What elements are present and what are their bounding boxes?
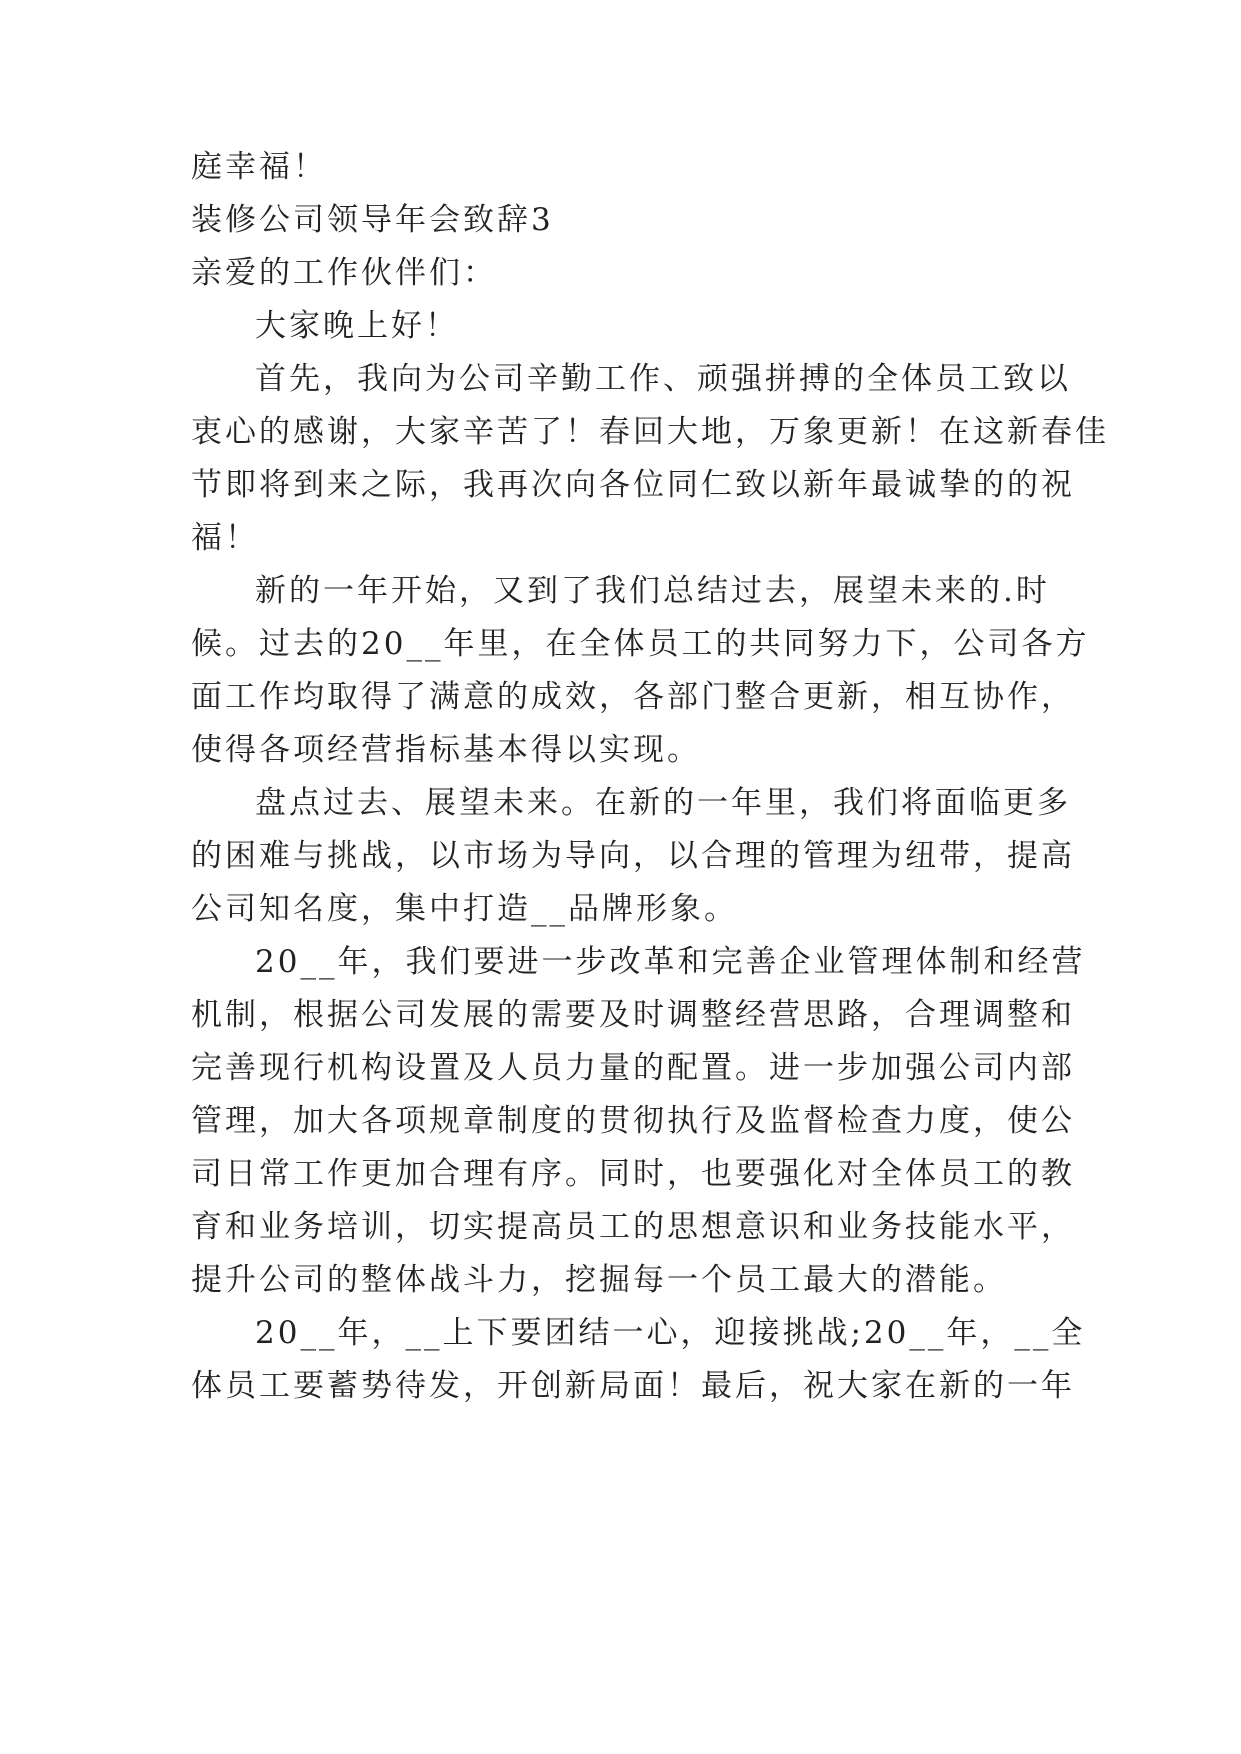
paragraph-line: 体员工要蓄势待发，开创新局面！最后，祝大家在新的一年 — [191, 1368, 1075, 1404]
section-heading: 装修公司领导年会致辞3 — [191, 202, 554, 238]
paragraph-line: 机制，根据公司发展的需要及时调整经营思路，合理调整和 — [191, 997, 1075, 1033]
paragraph-line: 司日常工作更加合理有序。同时，也要强化对全体员工的教 — [191, 1156, 1075, 1192]
paragraph-line: 提升公司的整体战斗力，挖掘每一个员工最大的潜能。 — [191, 1262, 1007, 1298]
paragraph-line: 完善现行机构设置及人员力量的配置。进一步加强公司内部 — [191, 1050, 1075, 1086]
paragraph-line: 节即将到来之际，我再次向各位同仁致以新年最诚挚的的祝 — [191, 467, 1075, 503]
paragraph-line: 首先，我向为公司辛勤工作、顽强拼搏的全体员工致以 — [255, 361, 1071, 397]
paragraph-line: 20__年，我们要进一步改革和完善企业管理体制和经营 — [255, 944, 1086, 980]
paragraph-line: 面工作均取得了满意的成效，各部门整合更新，相互协作， — [191, 679, 1075, 715]
paragraph-line: 的困难与挑战，以市场为导向，以合理的管理为纽带，提高 — [191, 838, 1075, 874]
paragraph-line: 育和业务培训，切实提高员工的思想意识和业务技能水平， — [191, 1209, 1075, 1245]
salutation: 亲爱的工作伙伴们： — [191, 255, 497, 291]
paragraph-line: 福！ — [191, 520, 259, 556]
paragraph-line: 衷心的感谢，大家辛苦了！春回大地，万象更新！在这新春佳 — [191, 414, 1109, 450]
paragraph-line: 新的一年开始，又到了我们总结过去，展望未来的.时 — [255, 573, 1050, 609]
paragraph-line: 盘点过去、展望未来。在新的一年里，我们将面临更多 — [255, 785, 1071, 821]
greeting: 大家晚上好！ — [255, 308, 459, 344]
text-line: 庭幸福！ — [191, 149, 327, 185]
paragraph-line: 候。过去的20__年里，在全体员工的共同努力下，公司各方 — [191, 626, 1090, 662]
paragraph-line: 20__年，__上下要团结一心，迎接挑战;20__年，__全 — [255, 1315, 1086, 1351]
paragraph-line: 管理，加大各项规章制度的贯彻执行及监督检查力度，使公 — [191, 1103, 1075, 1139]
paragraph-line: 公司知名度，集中打造__品牌形象。 — [191, 891, 738, 927]
paragraph-line: 使得各项经营指标基本得以实现。 — [191, 732, 701, 768]
